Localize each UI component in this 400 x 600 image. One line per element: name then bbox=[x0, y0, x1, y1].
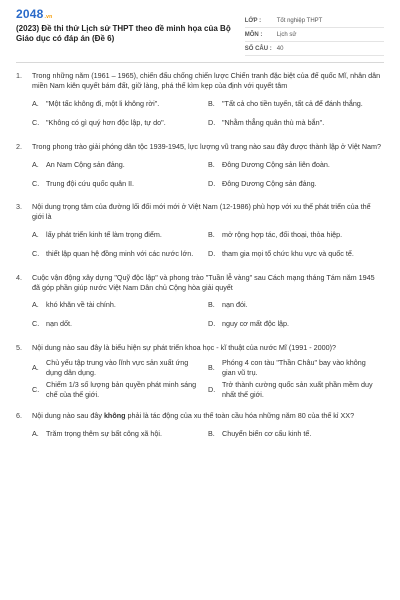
option-letter: D. bbox=[208, 117, 216, 127]
answer-option-b[interactable] bbox=[208, 227, 384, 243]
option-text: tham gia mọi tổ chức khu vực và quốc tế. bbox=[222, 249, 354, 259]
option-text: Chuyển biến cơ cấu kinh tế. bbox=[222, 428, 312, 438]
question-number: 2. bbox=[16, 141, 22, 151]
option-letter: D. bbox=[208, 385, 216, 395]
option-letter: B. bbox=[208, 300, 215, 310]
option-text: thiết lập quan hệ đồng minh với các nước lớn. bbox=[46, 249, 194, 259]
option-letter: A. bbox=[32, 428, 39, 438]
option-letter: A. bbox=[32, 98, 39, 108]
meta-row-count bbox=[245, 42, 384, 56]
logo-suffix: .vn bbox=[44, 14, 53, 20]
option-letter: C. bbox=[32, 117, 40, 127]
option-text: lấy phát triển kinh tế làm trọng điểm. bbox=[46, 230, 162, 240]
question-list bbox=[16, 71, 384, 444]
answer-option-c[interactable] bbox=[32, 246, 208, 262]
answer-option-c[interactable] bbox=[32, 115, 208, 131]
option-letter: B. bbox=[208, 159, 215, 169]
question-text-part: phải là tác động của xu thế toàn cầu hóa những năm 80 của thế kỉ XX? bbox=[125, 410, 355, 420]
answer-option-c[interactable] bbox=[32, 175, 208, 191]
option-text: "Không có gì quý hơn độc lập, tự do". bbox=[46, 117, 166, 127]
answer-option-b[interactable] bbox=[208, 358, 384, 377]
question-text: Nội dung trọng tâm của đường lối đổi mới mới ở Việt Nam (12-1986) phù hợp với xu thế phát triển của thế giới là bbox=[32, 202, 371, 222]
document-header bbox=[16, 6, 384, 63]
answer-option-a[interactable] bbox=[32, 96, 208, 112]
meta-label: SỐ CÂU : bbox=[244, 45, 272, 52]
answer-option-b[interactable] bbox=[208, 96, 384, 112]
option-letter: B. bbox=[208, 98, 215, 108]
answer-option-a[interactable] bbox=[32, 156, 208, 172]
answer-option-d[interactable] bbox=[208, 246, 384, 262]
option-text: "Nhằm thẳng quân thù mà bắn". bbox=[222, 117, 325, 127]
question-text-part: Nội dung nào sau đây bbox=[32, 410, 104, 420]
answer-option-a[interactable] bbox=[32, 426, 208, 442]
option-text: Phóng 4 con tàu "Thần Châu" bay vào không gian vũ trụ. bbox=[222, 358, 366, 377]
option-text: Đông Dương Cộng sản đảng. bbox=[222, 178, 317, 188]
question-text: Nội dung nào sau đây là biểu hiện sự phát triển khoa học - kĩ thuật của nước Mĩ (1991 - 2000)? bbox=[32, 343, 337, 353]
option-letter: C. bbox=[32, 319, 40, 329]
answer-option-c[interactable] bbox=[32, 380, 208, 399]
option-text: Trăm trọng thêm sự bất công xã hội. bbox=[46, 428, 163, 438]
option-letter: C. bbox=[32, 249, 40, 259]
question-text bbox=[32, 411, 384, 421]
option-text: Trung đội cứu quốc quân II. bbox=[46, 178, 135, 188]
answer-options bbox=[32, 96, 384, 134]
answer-option-d[interactable] bbox=[208, 316, 384, 332]
option-letter: B. bbox=[208, 230, 215, 240]
meta-row-class bbox=[245, 14, 384, 28]
option-letter: D. bbox=[208, 178, 216, 188]
answer-option-b[interactable] bbox=[208, 426, 384, 442]
meta-value: Tốt nghiệp THPT bbox=[276, 17, 323, 24]
question-text: Cuộc vận động xây dựng "Quỹ độc lập" và phong trào "Tuần lễ vàng" sau Cách mạng tháng Tám năm 1945 đã góp phần giúp nước Việt Nam Dân chủ Cộng hòa giải quyết bbox=[32, 272, 375, 292]
option-letter: A. bbox=[32, 230, 39, 240]
option-letter: C. bbox=[32, 385, 40, 395]
question-text: Trong phong trào giải phóng dân tộc 1939-1945, lực lượng vũ trang nào sau đây được thành lập ở Việt Nam? bbox=[32, 141, 382, 151]
question-number: 1. bbox=[16, 71, 22, 81]
question-2 bbox=[16, 142, 384, 195]
option-text: Chiếm 1/3 số lượng bản quyền phát minh sáng chế của thế giới. bbox=[46, 380, 197, 400]
answer-option-d[interactable] bbox=[208, 380, 384, 399]
answer-option-d[interactable] bbox=[208, 115, 384, 131]
option-text: Trở thành cường quốc sản xuất phần mềm duy nhất thế giới. bbox=[222, 380, 373, 400]
question-3 bbox=[16, 202, 384, 264]
question-number: 4. bbox=[16, 272, 22, 282]
option-letter: D. bbox=[208, 319, 216, 329]
answer-option-d[interactable] bbox=[208, 175, 384, 191]
question-5 bbox=[16, 343, 384, 403]
option-letter: C. bbox=[32, 178, 40, 188]
question-number: 6. bbox=[16, 410, 22, 420]
logo-text: 2048 bbox=[16, 7, 44, 21]
option-letter: A. bbox=[32, 159, 39, 169]
meta-label: MÔN : bbox=[244, 31, 263, 38]
option-letter: D. bbox=[208, 249, 216, 259]
option-letter: A. bbox=[32, 362, 39, 372]
option-letter: B. bbox=[208, 362, 215, 372]
option-text: mở rộng hợp tác, đối thoại, thỏa hiệp. bbox=[222, 230, 343, 240]
option-text: Đông Dương Cộng sản liên đoàn. bbox=[222, 159, 330, 169]
question-number: 3. bbox=[16, 202, 22, 212]
document-meta bbox=[245, 14, 384, 56]
meta-label: LỚP : bbox=[244, 17, 262, 24]
meta-value: 40 bbox=[276, 45, 284, 52]
option-text: "Một tấc không đi, một li không rời". bbox=[46, 98, 160, 108]
meta-row-subject bbox=[245, 28, 384, 42]
option-text: nạn dốt. bbox=[46, 319, 72, 329]
answer-option-b[interactable] bbox=[208, 156, 384, 172]
option-text: nạn đói. bbox=[222, 300, 248, 310]
emphasis-word: không bbox=[103, 410, 126, 420]
document-title: (2023) Đề thi thử Lịch sử THPT theo đề minh họa của Bộ Giáo dục có đáp án (Đề 6) bbox=[16, 24, 231, 44]
option-letter: B. bbox=[208, 428, 215, 438]
question-4 bbox=[16, 273, 384, 335]
question-text: Trong những năm (1961 – 1965), chiến đấu chống chiến lược Chiến tranh đặc biệt của đế quốc Mĩ, nhân dân miền Nam kiên quyết bám đất, giữ làng, phá thế kìm kẹp của định với quyết tâm bbox=[32, 71, 381, 90]
answer-options bbox=[32, 426, 384, 445]
answer-option-c[interactable] bbox=[32, 316, 208, 332]
question-6 bbox=[16, 411, 384, 445]
site-logo[interactable] bbox=[16, 6, 245, 22]
answer-options bbox=[32, 156, 384, 194]
question-number: 5. bbox=[16, 343, 22, 353]
meta-value: Lịch sử bbox=[276, 31, 297, 38]
question-1 bbox=[16, 71, 384, 133]
answer-options bbox=[32, 297, 384, 335]
option-text: "Tất cả cho tiền tuyến, tất cả để đánh thắng. bbox=[222, 98, 363, 108]
answer-options bbox=[32, 227, 384, 265]
option-text: khó khăn về tài chính. bbox=[46, 300, 116, 310]
answer-option-a[interactable] bbox=[32, 227, 208, 243]
header-left bbox=[16, 6, 245, 56]
answer-option-b[interactable] bbox=[208, 297, 384, 313]
option-text: Chủ yếu tập trung vào lĩnh vực sản xuất ứng dụng dân dụng. bbox=[46, 358, 189, 377]
answer-options bbox=[32, 358, 384, 403]
answer-option-a[interactable] bbox=[32, 358, 208, 377]
answer-option-a[interactable] bbox=[32, 297, 208, 313]
option-text: An Nam Cộng sản đảng. bbox=[46, 159, 125, 169]
option-letter: A. bbox=[32, 300, 39, 310]
option-text: nguy cơ mất độc lập. bbox=[222, 319, 290, 329]
